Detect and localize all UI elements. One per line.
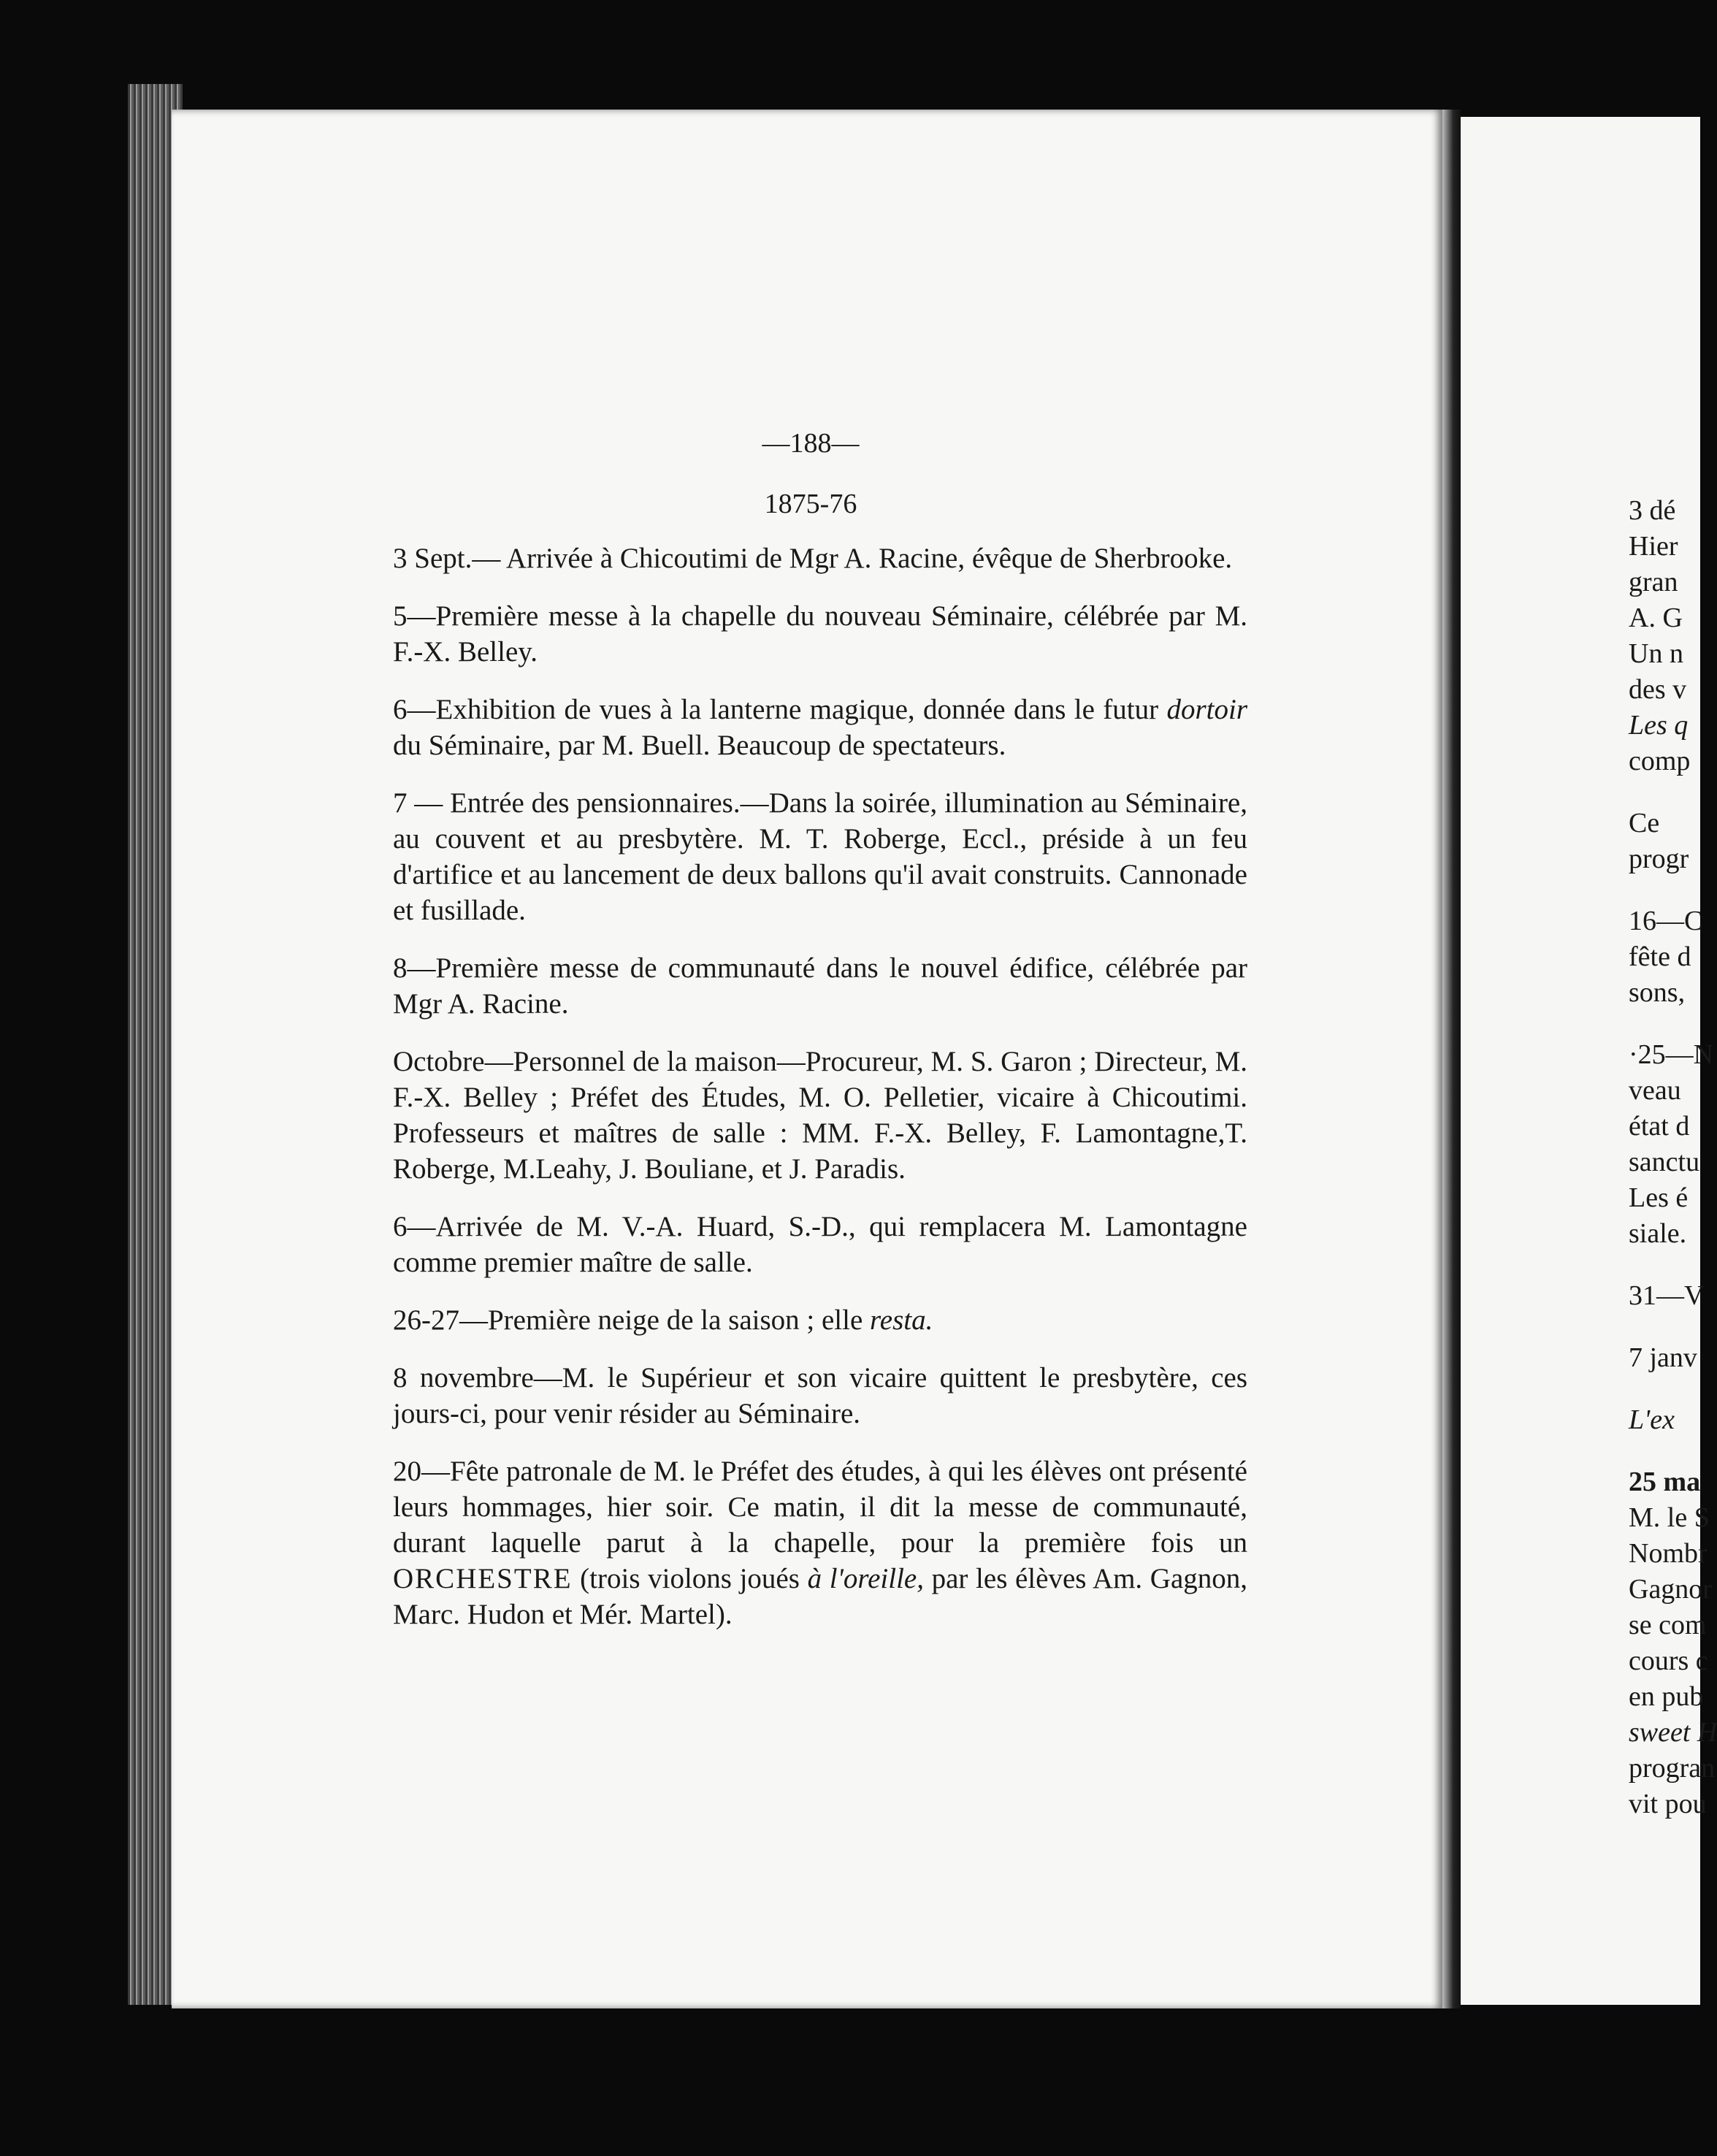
- fragment-line: sons,: [1629, 977, 1686, 1008]
- fragment-line: Hier: [1629, 531, 1678, 562]
- fragment-line: 7 janv: [1629, 1342, 1697, 1373]
- fragment-line: sweet H: [1629, 1717, 1717, 1748]
- fragment-line: en pub: [1629, 1681, 1704, 1712]
- fragment-line: cours c: [1629, 1645, 1708, 1676]
- fragment-line: progran: [1629, 1753, 1716, 1784]
- fragment-line: 31—V: [1629, 1280, 1705, 1311]
- fragment-line: L'ex: [1629, 1404, 1675, 1435]
- fragment-line: 25 ma: [1629, 1467, 1701, 1497]
- entry-november-8: 8 novembre—M. le Supérieur et son vicaire quittent le presbytère, ces jours-ci, pour venir résider au Séminaire.: [393, 1362, 1247, 1429]
- section-year: 1875-76: [764, 489, 857, 519]
- fragment-line: veau: [1629, 1075, 1681, 1106]
- fragment-line: Les q: [1629, 710, 1689, 741]
- fragment-line: M. le S: [1629, 1502, 1710, 1533]
- right-page-text-fragments: [1629, 493, 1717, 1822]
- entry-october-6: 6—Arrivée de M. V.-A. Huard, S.-D., qui remplacera M. Lamontagne comme premier maître de salle.: [393, 1211, 1247, 1278]
- chronicle-entries: [393, 540, 1247, 1654]
- entry-sept-5: 5—Première messe à la chapelle du nouveau Séminaire, célébrée par M. F.-X. Belley.: [393, 600, 1247, 668]
- entry-sept-7: 7 — Entrée des pensionnaires.—Dans la soirée, illumination au Séminaire, au couvent et au presbytère. M. T. Roberge, Eccl., préside à un feu d'artifice et au lancement de deux ballons qu'il avait construits. Cannonade et fusillade.: [393, 787, 1247, 926]
- fragment-line: état d: [1629, 1111, 1690, 1142]
- page-number: —188—: [762, 428, 860, 459]
- fragment-line: comp: [1629, 746, 1691, 776]
- fragment-line: siale.: [1629, 1218, 1687, 1249]
- fragment-line: sanctu: [1629, 1147, 1700, 1177]
- fragment-line: ·25—N: [1629, 1039, 1714, 1070]
- fragment-line: se com: [1629, 1610, 1707, 1640]
- fragment-line: Ce: [1629, 808, 1660, 838]
- fragment-line: Un n: [1629, 638, 1683, 669]
- entry-october-personnel: Octobre—Personnel de la maison—Procureur, M. S. Garon ; Directeur, M. F.-X. Belley ; Préfet des Études, M. O. Pelletier, vicaire à Chicoutimi. Professeurs et maîtres de salle : MM. F.-X. Belley, F. Lamontagne,T. Roberge, M.Leahy, J. Bouliane, et J. Paradis.: [393, 1046, 1247, 1185]
- fragment-line: 16—C: [1629, 906, 1703, 936]
- entry-sept-8: 8—Première messe de communauté dans le nouvel édifice, célébrée par Mgr A. Racine.: [393, 952, 1247, 1020]
- fragment-line: des v: [1629, 674, 1687, 705]
- fragment-line: Gagnor: [1629, 1574, 1712, 1605]
- entry-october-26-27: 26-27—Première neige de la saison ; elle resta.: [393, 1304, 933, 1336]
- fragment-line: A. G: [1629, 603, 1683, 633]
- book-gutter: [1442, 110, 1461, 2008]
- fragment-line: Les é: [1629, 1182, 1689, 1213]
- fragment-line: progr: [1629, 844, 1689, 874]
- fragment-line: vit pou: [1629, 1789, 1707, 1819]
- fragment-line: gran: [1629, 567, 1678, 597]
- fragment-line: Nombr: [1629, 1538, 1708, 1569]
- entry-sept-3: 3 Sept.— Arrivée à Chicoutimi de Mgr A. Racine, évêque de Sherbrooke.: [393, 543, 1233, 574]
- fragment-line: 3 dé: [1629, 495, 1676, 526]
- entry-november-20: 20—Fête patronale de M. le Préfet des études, à qui les élèves ont présenté leurs hommages, hier soir. Ce matin, il dit la messe de communauté, durant laquelle parut à la chapelle, pour la première fois un ORCHESTRE (trois violons joués à l'oreille, par les élèves Am. Gagnon, Marc. Hudon et Mér. Martel).: [393, 1456, 1248, 1630]
- fragment-line: fête d: [1629, 941, 1691, 972]
- entry-sept-6: 6—Exhibition de vues à la lanterne magique, donnée dans le futur dortoir du Séminaire, par M. Buell. Beaucoup de spectateurs.: [393, 694, 1247, 761]
